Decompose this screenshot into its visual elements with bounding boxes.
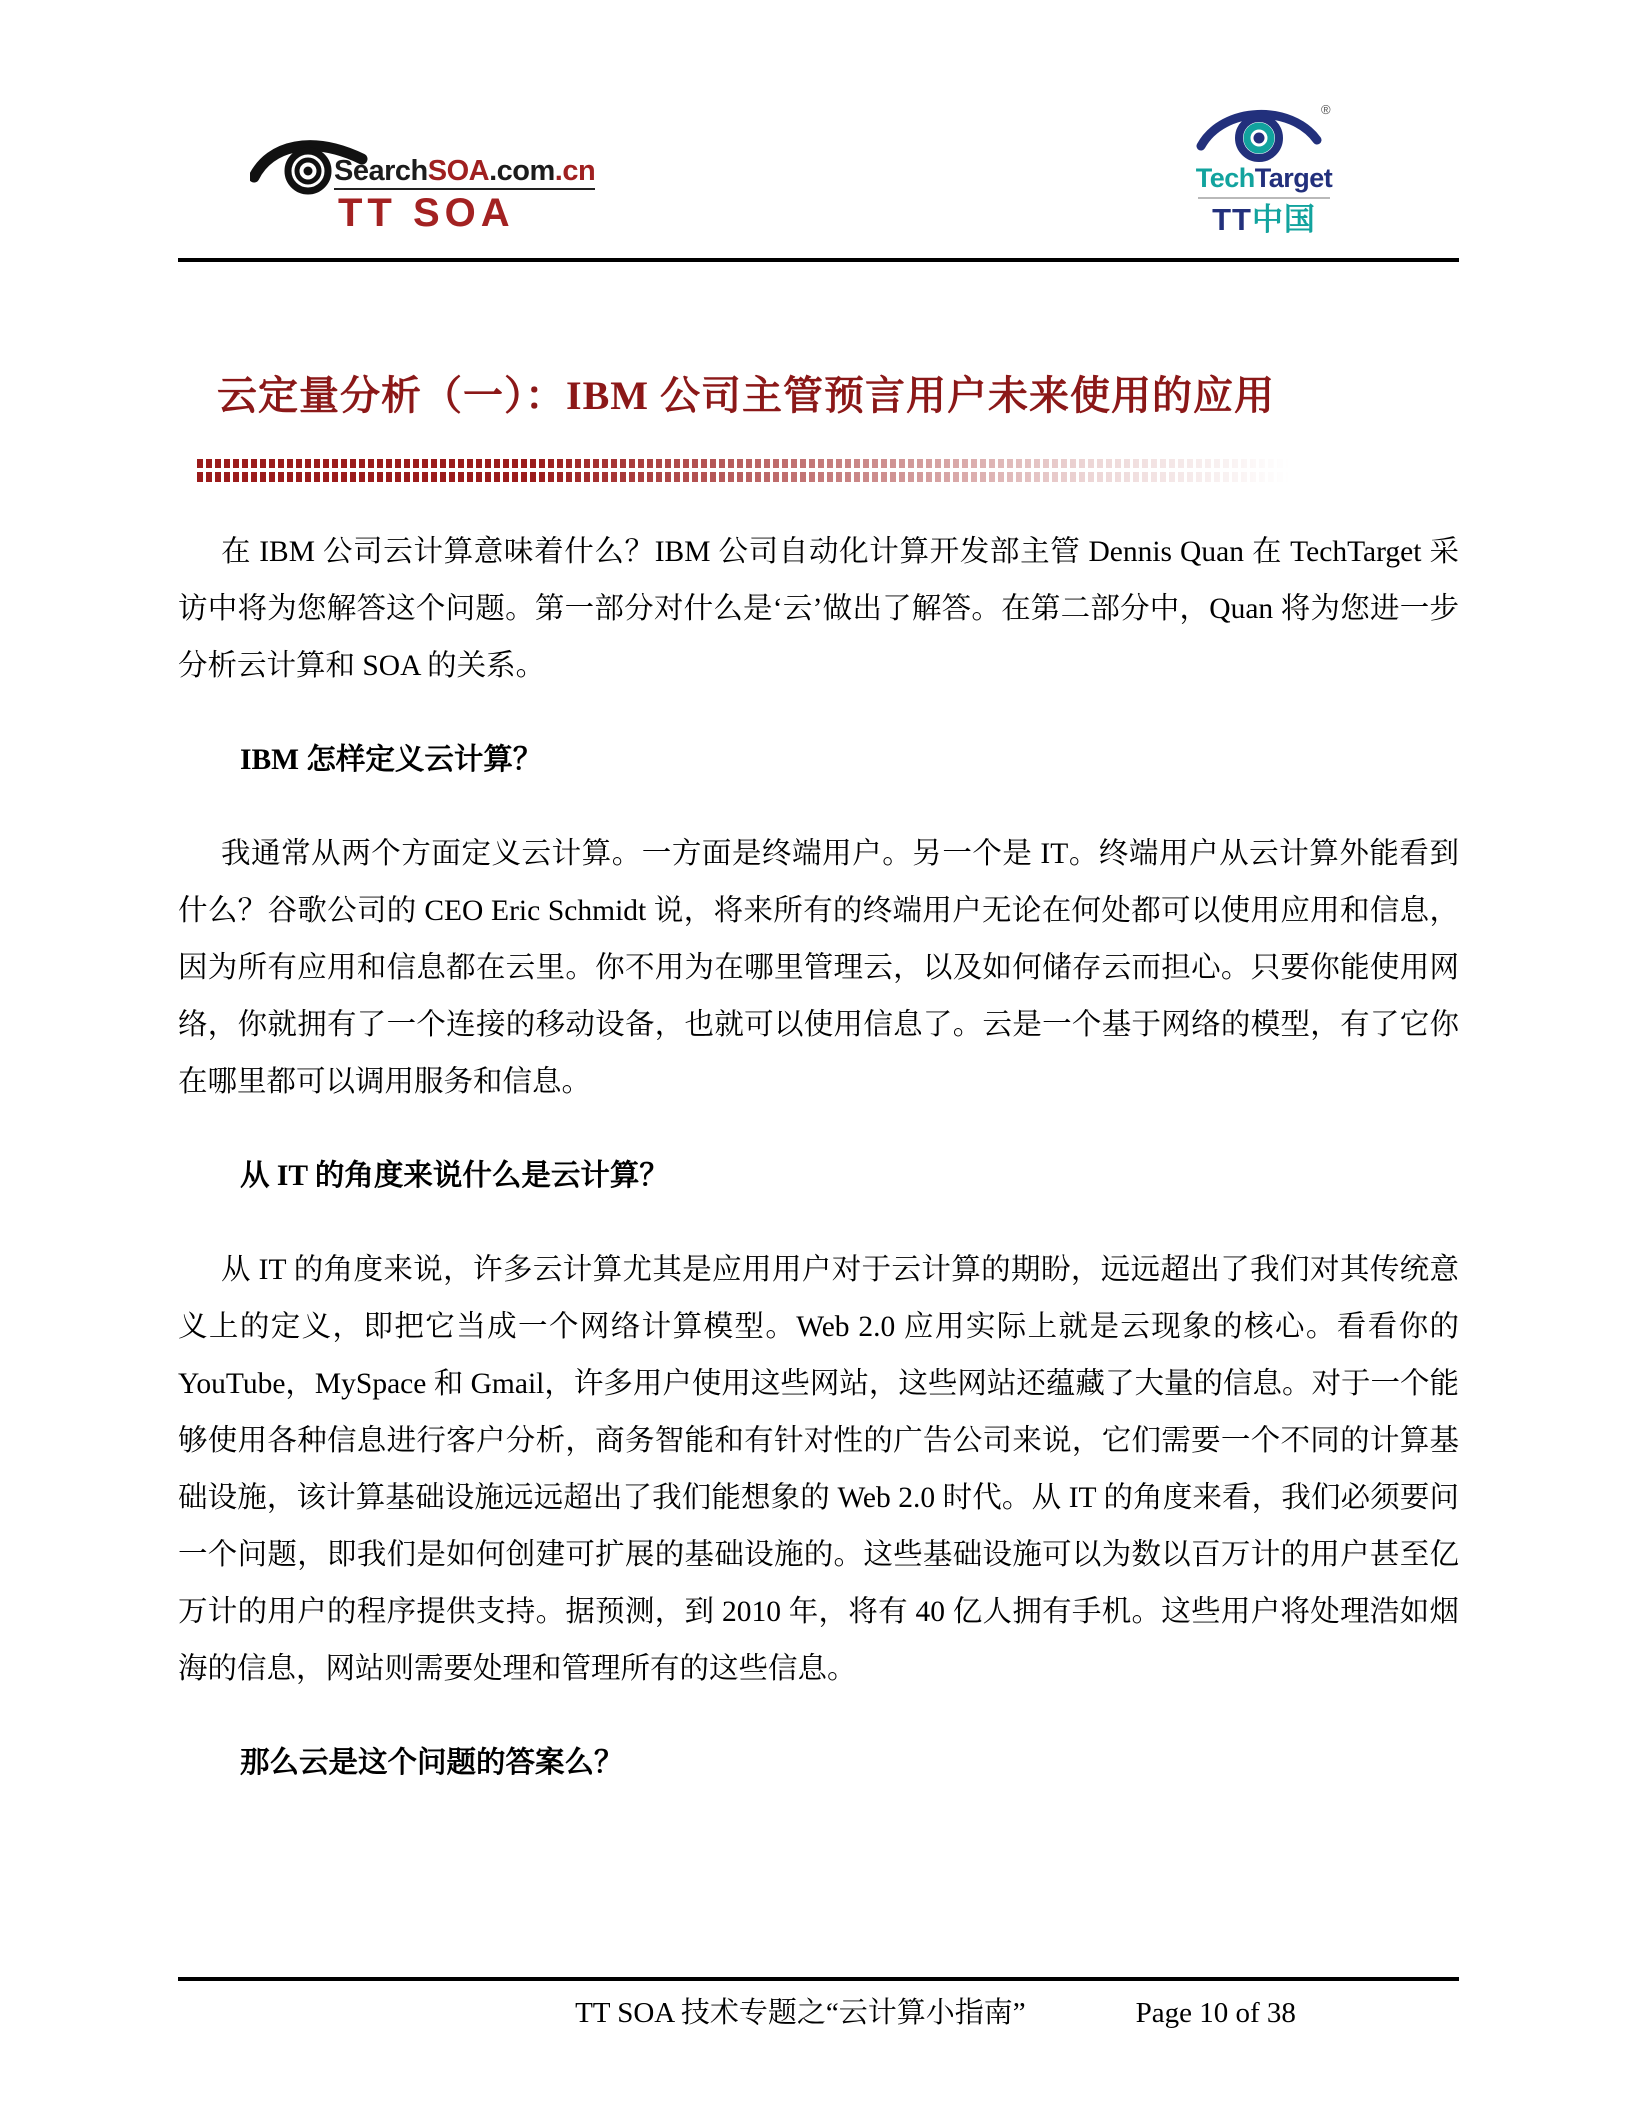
footer-text	[295, 1993, 1576, 2033]
ttsoa-tagline: TT SOA	[338, 191, 515, 235]
footer-rule	[178, 1977, 1459, 1981]
logo-divider	[334, 188, 595, 190]
tagline-part: 中国	[1251, 202, 1316, 237]
article-title: 云定量分析（一）：IBM 公司主管预言用户未来使用的应用	[217, 373, 1275, 418]
searchsoa-logo	[250, 133, 630, 235]
brand-part: .cn	[554, 155, 596, 187]
techtarget-brand	[1196, 164, 1333, 193]
paragraph: 我通常从两个方面定义云计算。一方面是终端用户。另一个是 IT。终端用户从云计算外能看到什么？谷歌公司的 CEO Eric Schmidt 说，将来所有的终端用户无论在何处都可以使用应用和信息，因为所有应用和信息都在云里。你不用为在哪里管理云，以及如何储存云而担心。只要你能使用网络，你就拥有了一个连接的移动设备，也就可以使用信息了。云是一个基于网络的模型，有了它你在哪里都可以调用服务和信息。	[178, 838, 1459, 1098]
registered-mark: ®	[1321, 102, 1331, 117]
searchsoa-logo-text	[334, 155, 595, 233]
techtarget-logo	[1189, 100, 1339, 236]
section-heading: 从 IT 的角度来说什么是云计算？	[240, 1160, 669, 1192]
page-header	[178, 0, 1459, 262]
logo-divider	[1198, 197, 1330, 199]
footer-series-title: TT SOA 技术专题之“云计算小指南”	[575, 1997, 1026, 2029]
ttchina-tagline	[1212, 203, 1316, 236]
paragraph: 在 IBM 公司云计算意味着什么？IBM 公司自动化计算开发部主管 Dennis Quan 在 TechTarget 采访中将为您解答这个问题。第一部分对什么是‘云’做出了解答。在第二部分中，Quan 将为您进一步分析云计算和 SOA 的关系。	[178, 536, 1459, 682]
techtarget-eye-icon	[1195, 100, 1333, 162]
tagline-part: TT	[1212, 202, 1252, 237]
section-heading: IBM 怎样定义云计算？	[240, 744, 543, 776]
brand-part: Search	[334, 155, 428, 187]
article-body	[178, 524, 1459, 1792]
paragraph: 从 IT 的角度来说，许多云计算尤其是应用用户对于云计算的期盼，远远超出了我们对其传统意义上的定义，即把它当成一个网络计算模型。Web 2.0 应用实际上就是云现象的核心。看看你的 YouTube，MySpace 和 Gmail，许多用户使用这些网站，这些网站还蕴藏了大量的信息。对于一个能够使用各种信息进行客户分析，商务智能和有针对性的广告公司来说，它们需要一个不同的计算基础设施，该计算基础设施远远超出了我们能想象的 Web 2.0 时代。从 IT 的角度来看，我们必须要问一个问题，即我们是如何创建可扩展的基础设施的。这些基础设施可以为数以百万计的用户甚至亿万计的用户的程序提供支持。据预测，到 2010 年，将有 40 亿人拥有手机。这些用户将处理浩如烟海的信息，网站则需要处理和管理所有的这些信息。	[178, 1254, 1459, 1685]
brand-part: .com	[489, 155, 555, 187]
header-rule	[178, 258, 1459, 262]
brand-part: Target	[1254, 163, 1333, 193]
title-dash-divider	[197, 459, 1312, 482]
page-footer	[178, 1977, 1459, 2033]
searchsoa-brand	[334, 155, 595, 187]
footer-page-number: Page 10 of 38	[1135, 1997, 1296, 2029]
brand-part: Tech	[1195, 163, 1255, 193]
brand-part: SOA	[427, 155, 490, 187]
section-heading: 那么云是这个问题的答案么？	[240, 1747, 624, 1779]
